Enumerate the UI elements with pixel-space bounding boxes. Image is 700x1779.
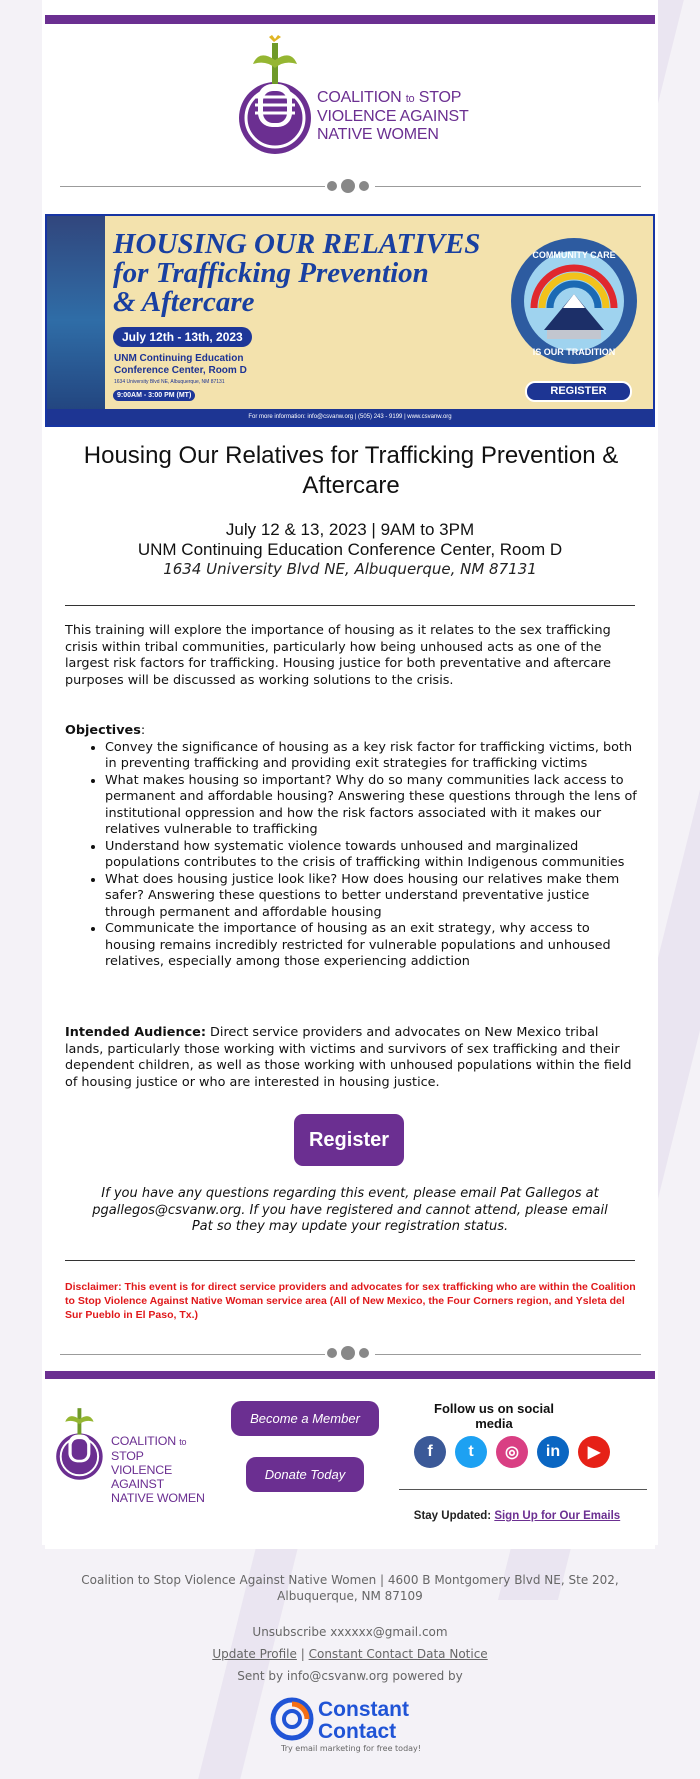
objective-item: • What does housing justice look like? How does housing our relatives make them safer? Answering these questions to better understand preventative justice through permanent and affordable housing (105, 872, 637, 922)
event-title: Housing Our Relatives for Trafficking Prevention & Aftercare (83, 442, 619, 499)
constant-contact-tagline[interactable]: Try email marketing for free today! (281, 1744, 421, 1753)
sent-by-line: Sent by info@csvanw.org powered by (237, 1669, 463, 1683)
social-follow-title: Follow us on social media (434, 1401, 554, 1431)
event-date-time: July 12 & 13, 2023 | 9AM to 3PM (225, 520, 475, 539)
constant-contact-footer (42, 1554, 658, 1684)
section-divider (375, 186, 641, 187)
stay-updated (407, 1510, 627, 1522)
profile-links (42, 1646, 658, 1662)
become-member-button[interactable]: Become a Member (231, 1401, 379, 1436)
youtube-icon[interactable]: ▶ (578, 1436, 610, 1468)
event-disclaimer: Disclaimer: This event is for direct service providers and advocates for sex trafficking who are within the Coalition to Stop Violence Against Native Woman service area (All of New Mexico, the Four Corners region, and Ysleta del Sur Pueblo in El Paso, Tx.) (65, 1281, 636, 1321)
badge-top-text: COMMUNITY CARE (532, 250, 616, 260)
event-banner[interactable] (45, 214, 655, 427)
objectives-section (65, 723, 637, 971)
footer-logo-emblem-icon (53, 1403, 111, 1483)
org-mailing-address: Coalition to Stop Violence Against Native Women | 4600 B Montgomery Blvd NE, Ste 202, Albuquerque, NM 87109 (81, 1573, 619, 1603)
footer-accent-bar (45, 1371, 655, 1379)
objective-item: • Communicate the importance of housing as an exit strategy, why access to housing remains incredibly restricted for vulnerable populations and unhoused relatives, especially among those experiencing addiction (105, 921, 637, 971)
social-links (414, 1436, 610, 1468)
top-accent-bar (45, 15, 655, 24)
link-separator: | (300, 1647, 305, 1661)
banner-title: HOUSING OUR RELATIVES for Trafficking Prevention & Aftercare (113, 228, 481, 318)
event-title-section (65, 441, 637, 501)
objective-item: • Understand how systematic violence towards unhoused and marginalized populations contributes to the crisis of trafficking within Indigenous communities (105, 839, 637, 872)
divider-dots (327, 179, 369, 193)
community-care-badge-icon (509, 236, 639, 366)
content-divider (65, 1260, 635, 1261)
banner-contact-footer: For more information: info@csvanw.org | (505) 243 - 9199 | www.csvanw.org (47, 409, 653, 425)
intended-audience (65, 1025, 637, 1091)
section-divider (60, 186, 325, 187)
constant-contact-brand-line2: Contact (318, 1720, 397, 1743)
banner-register-button[interactable]: REGISTER (525, 381, 632, 402)
data-notice-link[interactable]: Constant Contact Data Notice (308, 1647, 488, 1661)
stay-updated-label: Stay Updated: (413, 1510, 492, 1522)
audience-text: Direct service providers and advocates on New Mexico tribal lands, particularly those working with victims and survivors of sex trafficking and their dependent children, as well as those working with unhoused populations within the field of housing justice or who are interested in housing justice. (65, 1025, 632, 1090)
organization-name: COALITION to STOP VIOLENCE AGAINST NATIVE WOMEN (317, 89, 469, 143)
constant-contact-brand-line1: Constant (318, 1698, 409, 1721)
twitter-icon[interactable]: t (455, 1436, 487, 1468)
event-meta (60, 520, 640, 579)
event-intro: This training will explore the importance of housing as it relates to the sex trafficking crisis within tribal communities, particularly how being unhoused acts as one of the largest risk factors for trafficking. Housing justice for both preventative and aftercare purposes will be discussed as working solutions to the crisis. (65, 623, 612, 688)
banner-date: July 12th - 13th, 2023 (113, 327, 252, 347)
email-signup-link[interactable]: Sign Up for Our Emails (494, 1510, 621, 1522)
facebook-icon[interactable]: f (414, 1436, 446, 1468)
objectives-list (65, 740, 637, 971)
badge-bottom-text: IS OUR TRADITION (532, 347, 616, 357)
objective-item: • Convey the significance of housing as a key risk factor for trafficking victims, both in preventing trafficking and providing exit strategies for trafficking victims (105, 740, 637, 773)
objectives-colon: : (140, 723, 146, 738)
footer-organization-name: COALITION to STOP VIOLENCE AGAINST NATIVE WOMEN (111, 1434, 205, 1505)
donate-button[interactable]: Donate Today (246, 1457, 364, 1492)
banner-venue: UNM Continuing Education Conference Center, Room D (114, 353, 247, 376)
audience-label: Intended Audience: (65, 1025, 206, 1040)
organization-logo (235, 35, 475, 160)
banner-pattern (47, 216, 105, 425)
constant-contact-logo[interactable] (270, 1696, 432, 1751)
footer-divider (399, 1489, 647, 1490)
banner-time: 9:00AM - 3:00 PM (MT) (113, 390, 195, 401)
linkedin-icon[interactable]: in (537, 1436, 569, 1468)
instagram-icon[interactable]: ◎ (496, 1436, 528, 1468)
contact-note: If you have any questions regarding this event, please email Pat Gallegos at pgallegos@csvanw.org. If you have registered and cannot attend, please email Pat so they may update your registration status. (92, 1186, 608, 1234)
organization-logo-emblem-icon (235, 35, 323, 159)
email-footer (45, 1379, 655, 1549)
section-divider (60, 1354, 325, 1355)
event-venue: UNM Continuing Education Conference Center, Room D (137, 540, 563, 559)
section-divider (375, 1354, 641, 1355)
divider-dots (327, 1346, 369, 1360)
register-button[interactable]: Register (294, 1114, 404, 1166)
update-profile-link[interactable]: Update Profile (212, 1647, 297, 1661)
footer-logo (53, 1403, 213, 1505)
unsubscribe-line[interactable]: Unsubscribe xxxxxx@gmail.com (252, 1625, 448, 1639)
objectives-label: Objectives (65, 723, 141, 738)
event-address: 1634 University Blvd NE, Albuquerque, NM 87131 (163, 560, 537, 578)
objective-item: • What makes housing so important? Why do so many communities lack access to permanent and affordable housing? Answering these questions through the lens of institutional oppression and how the risk factors associated with it makes our relatives vulnerable to trafficking (105, 773, 637, 839)
banner-address: 1634 University Blvd NE, Albuquerque, NM 87131 (114, 379, 225, 385)
content-divider (65, 605, 635, 606)
